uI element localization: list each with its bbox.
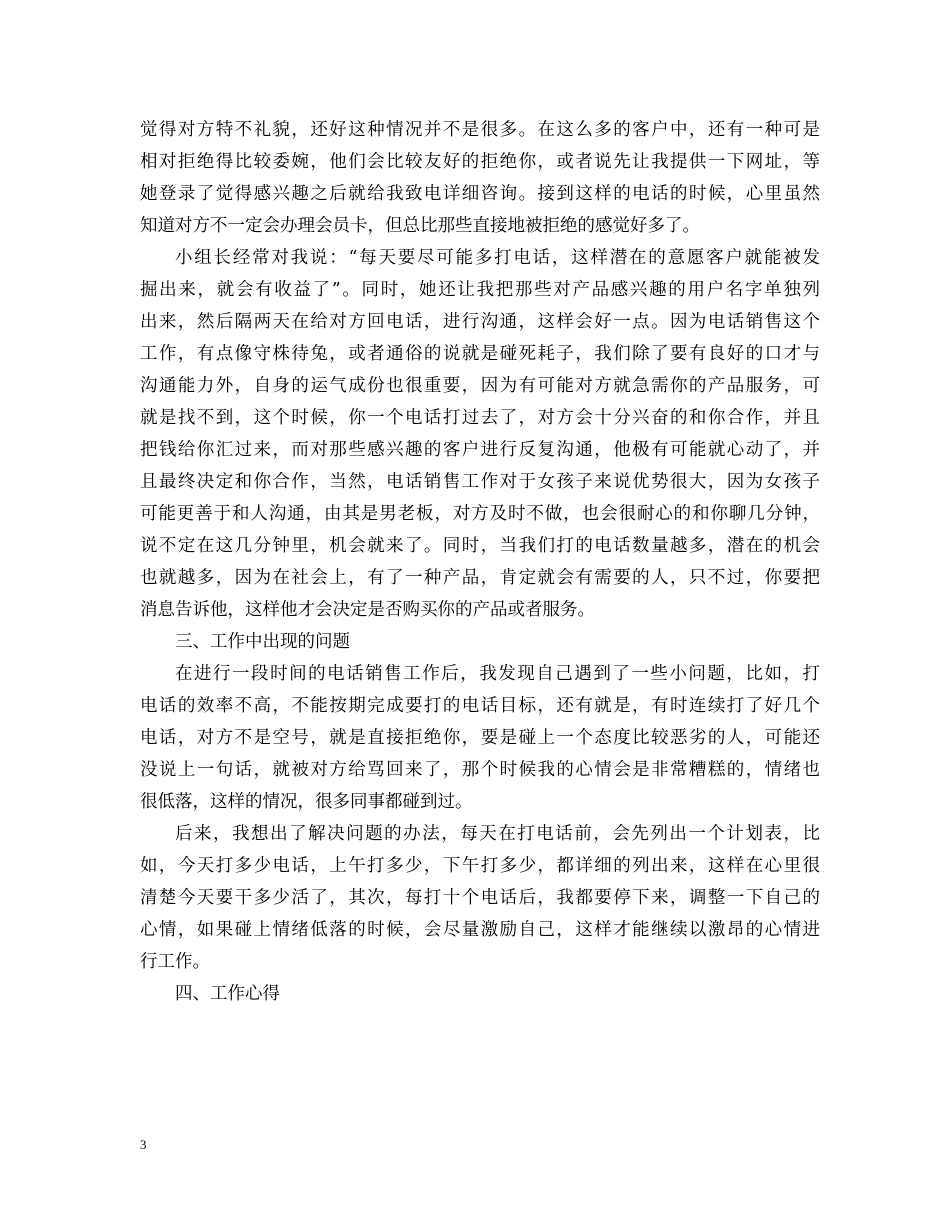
text-line: 工作，有点像守株待兔，或者通俗的说就是碰死耗子，我们除了要有良好的口才与 xyxy=(140,344,820,364)
text-line: 沟通能力外，自身的运气成份也很重要，因为有可能对方就急需你的产品服务，可 xyxy=(140,376,820,396)
text-line: 四、工作心得 xyxy=(175,984,280,1004)
text-line: 且最终决定和你合作，当然，电话销售工作对于女孩子来说优势很大，因为女孩子 xyxy=(140,472,820,492)
page-number: 3 xyxy=(140,1137,147,1152)
text-line: 清楚今天要干多少活了，其次，每打十个电话后，我都要停下来，调整一下自己的 xyxy=(140,888,820,908)
text-line: 相对拒绝得比较委婉，他们会比较友好的拒绝你，或者说先让我提供一下网址，等 xyxy=(140,152,820,172)
text-line: 掘出来，就会有收益了”。同时，她还让我把那些对产品感兴趣的用户名字单独列 xyxy=(140,280,820,300)
text-line: 在进行一段时间的电话销售工作后，我发现自己遇到了一些小问题，比如，打 xyxy=(175,664,820,684)
text-line: 也就越多，因为在社会上，有了一种产品，肯定就会有需要的人，只不过，你要把 xyxy=(140,568,820,588)
text-line: 出来，然后隔两天在给对方回电话，进行沟通，这样会好一点。因为电话销售这个 xyxy=(140,312,820,332)
text-line: 小组长经常对我说：“每天要尽可能多打电话，这样潜在的意愿客户就能被发 xyxy=(175,248,820,268)
text-line: 知道对方不一定会办理会员卡，但总比那些直接地被拒绝的感觉好多了。 xyxy=(140,216,700,236)
text-line: 消息告诉他，这样他才会决定是否购买你的产品或者服务。 xyxy=(140,600,595,620)
text-line: 把钱给你汇过来，而对那些感兴趣的客户进行反复沟通，他极有可能就心动了，并 xyxy=(140,440,820,460)
text-line: 后来，我想出了解决问题的办法，每天在打电话前，会先列出一个计划表，比 xyxy=(175,824,820,844)
text-line: 就是找不到，这个时候，你一个电话打过去了，对方会十分兴奋的和你合作，并且 xyxy=(140,408,820,428)
text-line: 行工作。 xyxy=(140,952,210,972)
text-line: 电话，对方不是空号，就是直接拒绝你，要是碰上一个态度比较恶劣的人，可能还 xyxy=(140,728,820,748)
document-body xyxy=(140,114,820,1010)
text-line: 心情，如果碰上情绪低落的时候，会尽量激励自己，这样才能继续以激昂的心情进 xyxy=(140,920,820,940)
text-line: 如，今天打多少电话，上午打多少，下午打多少，都详细的列出来，这样在心里很 xyxy=(140,856,820,876)
text-line: 三、工作中出现的问题 xyxy=(175,632,350,652)
text-line: 说不定在这几分钟里，机会就来了。同时，当我们打的电话数量越多，潜在的机会 xyxy=(140,536,820,556)
text-line: 觉得对方特不礼貌，还好这种情况并不是很多。在这么多的客户中，还有一种可是 xyxy=(140,120,820,140)
text-line: 电话的效率不高，不能按期完成要打的电话目标，还有就是，有时连续打了好几个 xyxy=(140,696,820,716)
text-line: 可能更善于和人沟通，由其是男老板，对方及时不做，也会很耐心的和你聊几分钟， xyxy=(140,504,820,524)
text-line: 没说上一句话，就被对方给骂回来了，那个时候我的心情会是非常糟糕的，情绪也 xyxy=(140,760,820,780)
text-line: 很低落，这样的情况，很多同事都碰到过。 xyxy=(140,792,473,812)
text-line: 她登录了觉得感兴趣之后就给我致电详细咨询。接到这样的电话的时候，心里虽然 xyxy=(140,184,820,204)
